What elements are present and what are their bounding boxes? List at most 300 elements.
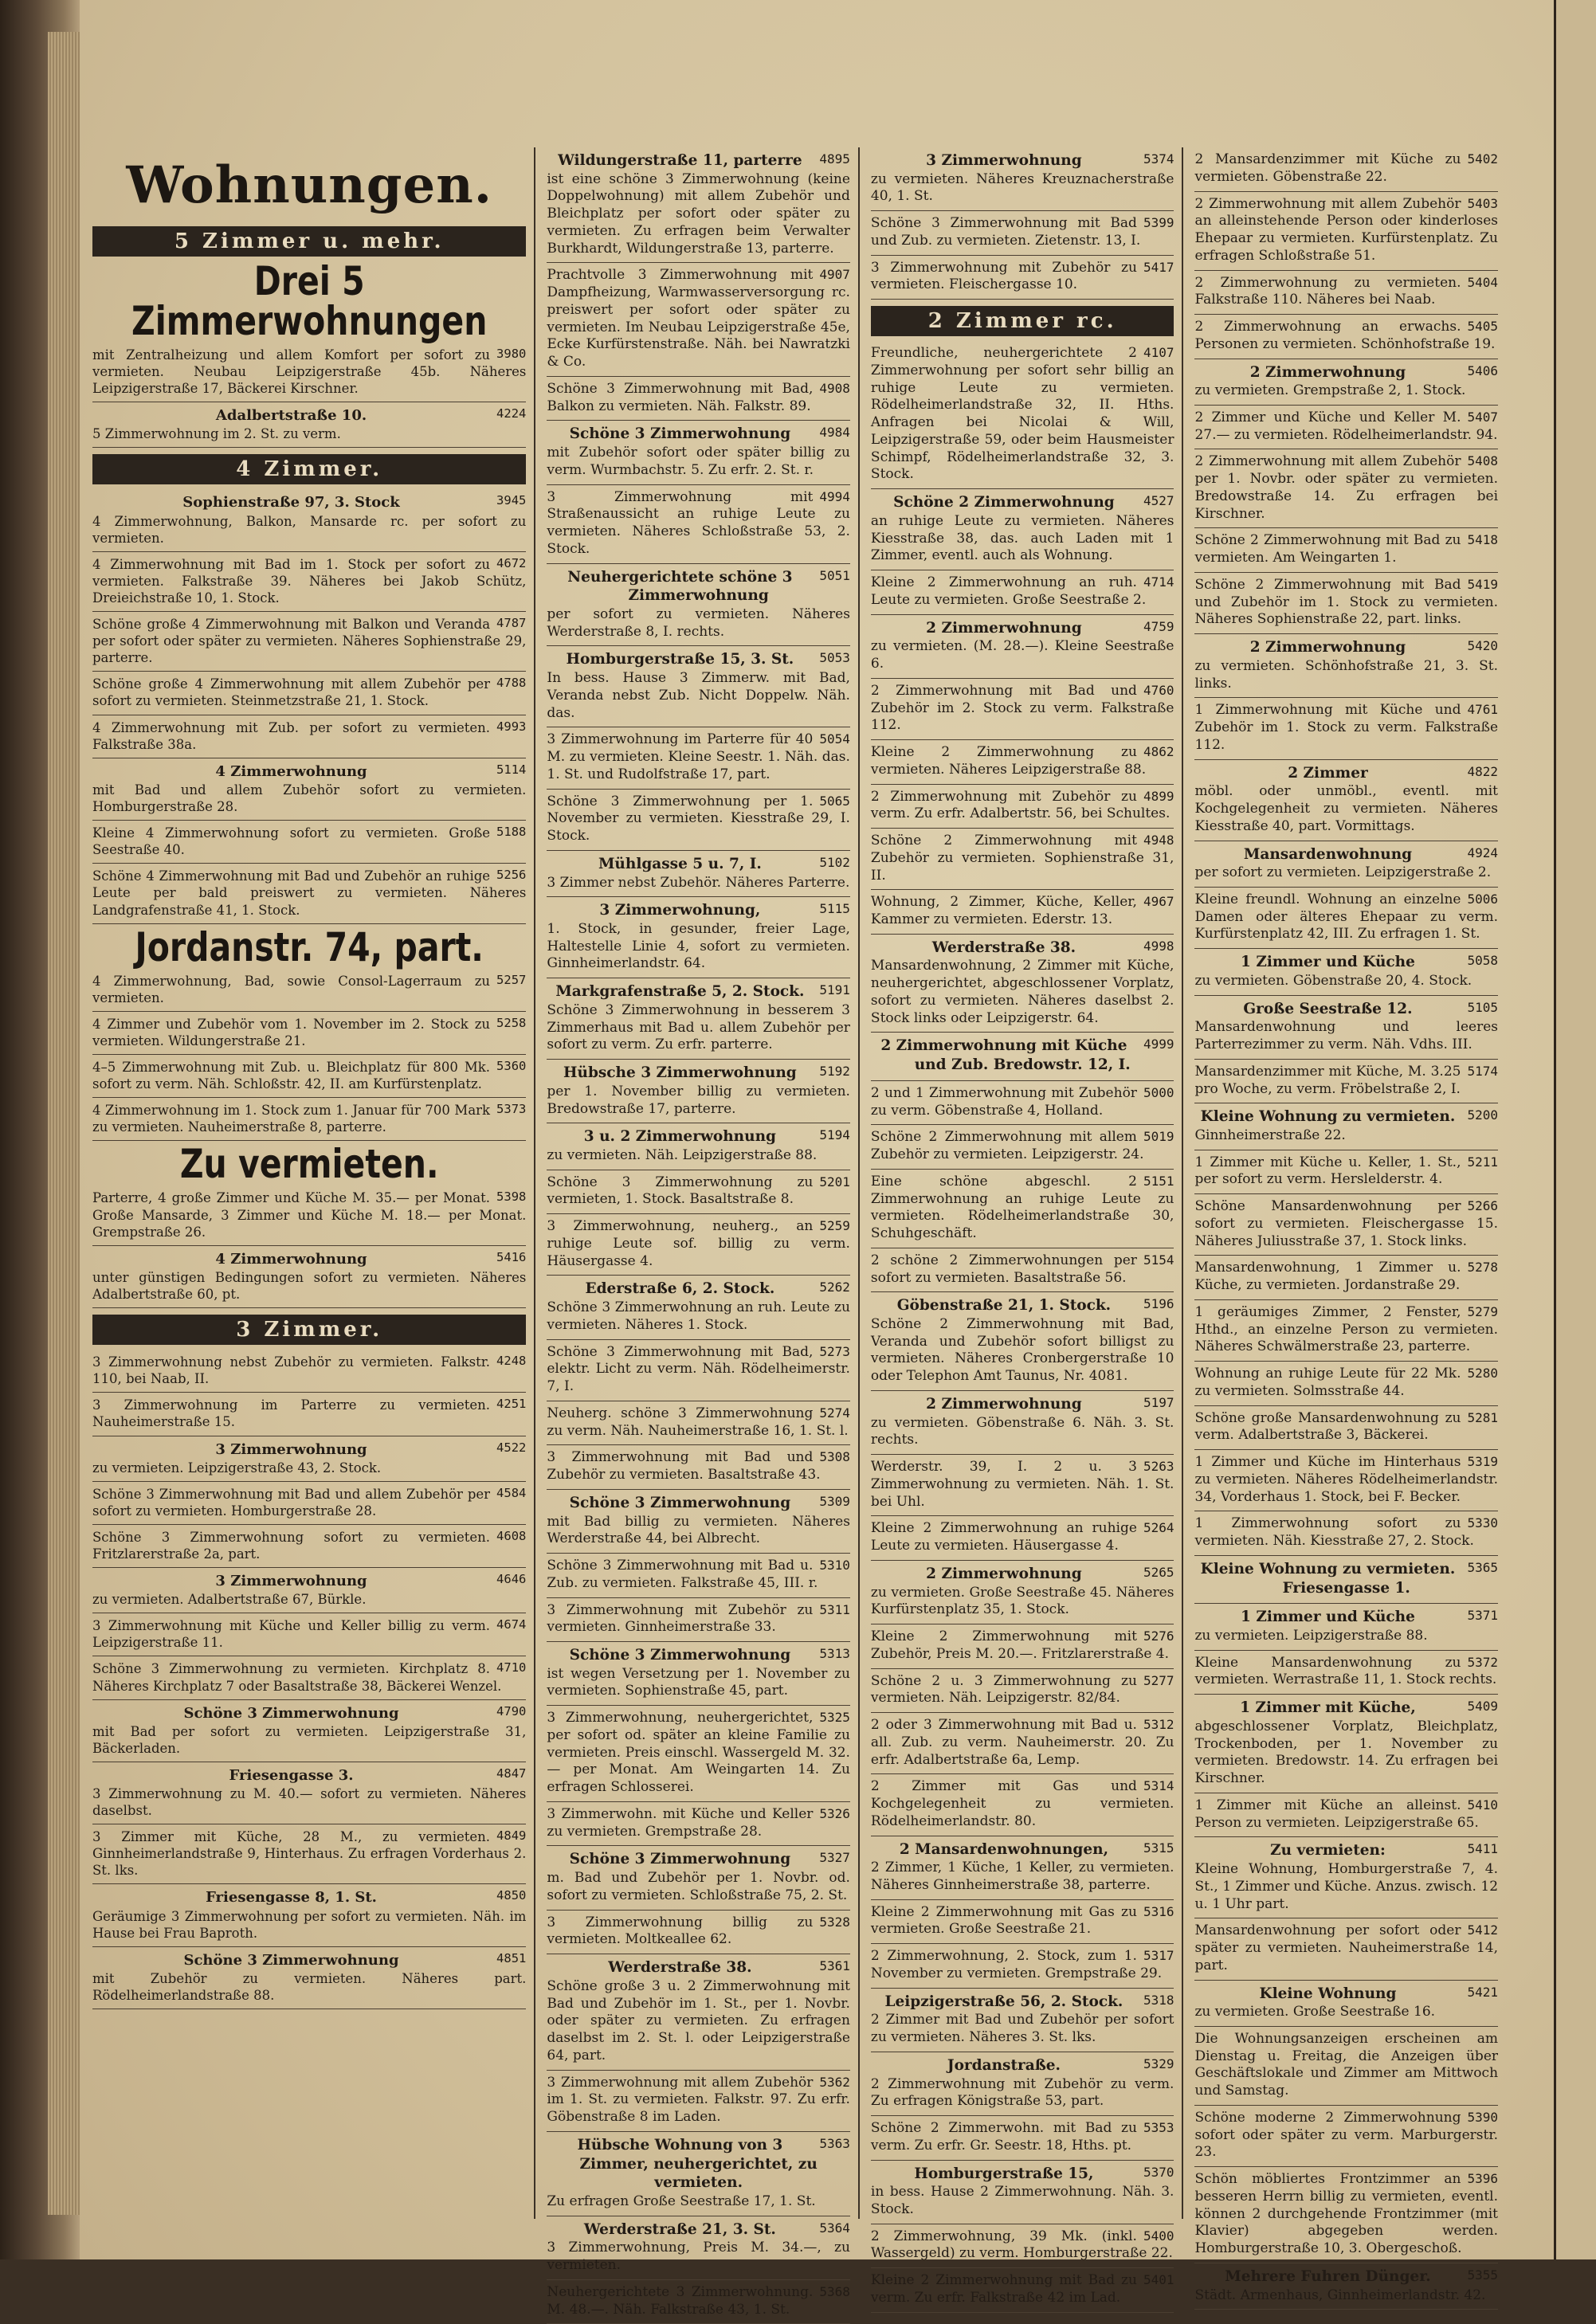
classified-ad bbox=[871, 1292, 1174, 1391]
classified-ad bbox=[92, 1824, 526, 1884]
classified-ad bbox=[547, 790, 850, 851]
ad-text: 3 Zimmerwohnung billig zu vermieten. Moltkeallee 62. bbox=[547, 1914, 814, 1948]
ad-number: 5409 bbox=[1467, 1699, 1499, 1715]
ad-number: 5197 bbox=[1143, 1394, 1174, 1410]
ad-text: ist eine schöne 3 Zimmerwohnung (keine Doppelwohnung) mit allem Zubehör und Bleichplatz per sofort oder später zu vermieten. Zu erfragen beim Verwalter Burkhardt, Wildungerstraße 13, parterre. bbox=[547, 170, 850, 257]
ad-text: mit Zentralheizung und allem Komfort per sofort zu vermieten. Neubau Leipzigerstraße 45b. Näheres Leipzigerstraße 17, Bäckerei Kirschner. bbox=[92, 347, 527, 397]
ad-number: 5266 bbox=[1467, 1198, 1499, 1214]
ad-text: Wohnung an ruhige Leute für 22 Mk. zu vermieten. Solmsstraße 44. bbox=[1194, 1366, 1461, 1399]
ad-text: zu vermieten. Leipzigerstraße 88. bbox=[1194, 1627, 1428, 1644]
ad-text: Kleine 2 Zimmerwohnung mit Zubehör, Preis M. 20.—. Fritzlarerstraße 4. bbox=[870, 1628, 1170, 1662]
ad-number: 4107 bbox=[1143, 345, 1174, 361]
ad-text: Kleine 4 Zimmerwohnung sofort zu vermieten. Große Seestraße 40. bbox=[92, 825, 491, 858]
classified-ad bbox=[871, 1900, 1174, 1945]
classified-ad bbox=[547, 1445, 850, 1490]
ad-heading: 2 Zimmerwohnung bbox=[1249, 363, 1406, 381]
ad-number: 4674 bbox=[496, 1617, 527, 1632]
ad-number: 4608 bbox=[496, 1528, 527, 1543]
ad-text: 3 Zimmerwohnung mit Zubehör zu vermieten. Ginnheimerstraße 33. bbox=[547, 1601, 814, 1636]
ad-number: 4790 bbox=[496, 1703, 527, 1719]
ad-text: 4 Zimmerwohnung mit Bad im 1. Stock per sofort zu vermieten. Falkstraße 39. Näheres bei Jakob Schütz, Dreieichstraße 10, 1. Stock. bbox=[92, 556, 527, 605]
ad-list bbox=[92, 489, 526, 923]
ad-number: 5370 bbox=[1143, 2164, 1174, 2180]
classified-ad bbox=[1194, 1406, 1498, 1451]
ad-text: 3 Zimmerwohnung, neuherg., an ruhige Leute sof. billig zu verm. Häusergasse 4. bbox=[547, 1218, 850, 1269]
ad-heading: 2 Zimmerwohnung bbox=[926, 1395, 1082, 1413]
ad-text: Schöne 3 Zimmerwohnung in besserem 3 Zimmerhaus mit Bad u. allem Zubehör per sofort zu verm. Zu erfr. parterre. bbox=[547, 1001, 850, 1053]
ad-number: 4999 bbox=[1143, 1037, 1174, 1052]
ad-number: 5420 bbox=[1467, 638, 1499, 654]
ad-number: 5361 bbox=[819, 1958, 850, 1974]
classified-ad bbox=[92, 758, 526, 821]
classified-ad bbox=[1194, 1256, 1498, 1300]
classified-ad bbox=[92, 864, 526, 923]
ad-text: 3 Zimmerwohnung, Preis M. 34.—, zu vermieten. bbox=[547, 2240, 850, 2274]
ad-text: 1 Zimmerwohnung mit Küche und Zubehör im 1. Stock zu verm. Falkstraße 112. bbox=[1194, 702, 1499, 753]
column-1 bbox=[88, 147, 535, 2219]
ad-list bbox=[92, 343, 526, 448]
ad-number: 5419 bbox=[1467, 576, 1499, 592]
ad-text: Geräumige 3 Zimmerwohnung per sofort zu vermieten. Näh. im Hause bei Frau Baproth. bbox=[92, 1908, 527, 1941]
classified-ad bbox=[1194, 841, 1498, 888]
ad-text: 4 Zimmer und Zubehör vom 1. November im 2. Stock zu vermieten. Wildungerstraße 21. bbox=[92, 1016, 491, 1048]
ad-number: 5006 bbox=[1467, 891, 1499, 907]
ad-text: Schöne 2 u. 3 Zimmerwohnung zu vermieten. Näh. Leipzigerstr. 82/84. bbox=[870, 1672, 1137, 1707]
ad-number: 5360 bbox=[496, 1059, 527, 1074]
classified-ad bbox=[1194, 2167, 1498, 2263]
ad-number: 5258 bbox=[496, 1015, 527, 1030]
ad-text: Schöne große Mansardenwohnung zu verm. Adalbertstraße 3, Bäckerei. bbox=[1194, 1409, 1461, 1444]
ad-text: 2 Zimmerwohnung mit Zubehör zu verm. Zu erfragen Königstraße 53, part. bbox=[870, 2075, 1174, 2110]
ad-text: 2 Mansardenzimmer mit Küche zu vermieten. Göbenstraße 22. bbox=[1194, 151, 1461, 185]
ad-number: 5355 bbox=[1467, 2267, 1499, 2283]
ad-text: 2 Zimmerwohnung mit Zubehör zu verm. Zu erfr. Adalbertstr. 56, bei Schultes. bbox=[870, 788, 1171, 822]
ad-text: Kleine 2 Zimmerwohnung zu vermieten. Näheres Leipzigerstraße 88. bbox=[870, 744, 1147, 778]
ad-heading: 4 Zimmerwohnung bbox=[215, 762, 367, 780]
classified-ad bbox=[871, 829, 1174, 890]
ad-number: 5192 bbox=[819, 1064, 850, 1080]
ad-text: Schöne 3 Zimmerwohnung sofort zu vermieten. Fritzlarerstraße 2a, part. bbox=[92, 1529, 491, 1562]
ad-heading: 3 Zimmerwohnung bbox=[926, 152, 1082, 169]
ad-heading: 3 Zimmerwohnung, bbox=[599, 902, 761, 919]
ad-number: 5326 bbox=[819, 1805, 850, 1821]
classified-ad bbox=[1194, 1793, 1498, 1838]
ad-text: Schöne 2 Zimmerwohn. mit Bad zu verm. Zu erfr. Gr. Seestr. 18, Hths. pt. bbox=[870, 2120, 1137, 2154]
ad-text: Schöne 2 Zimmerwohnung mit allem Zubehör zu vermieten. Leipzigerstr. 24. bbox=[870, 1129, 1144, 1163]
ad-text: Kleine 2 Zimmerwohnung mit Bad zu verm. Zu erfr. Falkstraße 42 im Lad. bbox=[870, 2272, 1137, 2306]
ad-text: 2 Zimmer mit Bad und Zubehör per sofort zu vermieten. Näheres 3. St. lks. bbox=[870, 2012, 1174, 2046]
ad-number: 5417 bbox=[1143, 259, 1174, 275]
ad-number: 5371 bbox=[1467, 1608, 1499, 1624]
ad-heading: Schöne 3 Zimmerwohnung bbox=[183, 1951, 399, 1969]
ad-text: 4–5 Zimmerwohnung mit Zub. u. Bleichplatz für 800 Mk. sofort zu verm. Näh. Schloßstr. 42, II. am Kurfürstenplatz. bbox=[92, 1060, 491, 1092]
classified-ad bbox=[92, 612, 526, 672]
ad-number: 4993 bbox=[496, 719, 527, 734]
ad-number: 5191 bbox=[819, 982, 850, 998]
ad-heading: Markgrafenstraße 5, 2. Stock. bbox=[555, 983, 805, 1001]
ad-number: 3945 bbox=[496, 493, 527, 508]
ad-heading: Leipzigerstraße 56, 2. Stock. bbox=[884, 1993, 1123, 2010]
ad-list bbox=[871, 147, 1174, 300]
ad-text: per 1. November billig zu vermieten. Bredowstraße 17, parterre. bbox=[547, 1083, 850, 1117]
ad-text: Freundliche, neuhergerichtete 2 Zimmerwohnung per sofort sehr billig an ruhige Leute zu vermieten. Rödelheimerlandstraße 32, II. Hths. Anfragen bei Nicolai & Will, Leipzigerstraße 59, oder beim Hausmeister Schimpf, Rödelheimerlandstraße 32, 3. Stock. bbox=[870, 345, 1174, 483]
classified-ad bbox=[1194, 1060, 1498, 1104]
ad-heading: Schöne 3 Zimmerwohnung bbox=[569, 1851, 791, 1868]
ad-text: Mansardenwohnung per sofort oder später zu vermieten. Nauheimerstraße 14, part. bbox=[1194, 1922, 1499, 1973]
classified-ad bbox=[547, 2216, 850, 2280]
ad-number: 4522 bbox=[496, 1440, 527, 1455]
classified-ad bbox=[547, 646, 850, 727]
classified-ad bbox=[547, 1276, 850, 1339]
ad-heading: 2 Zimmerwohnung mit Küche und Zub. Bredowstr. 12, I. bbox=[880, 1037, 1131, 1074]
ad-number: 5311 bbox=[819, 1601, 850, 1617]
classified-ad bbox=[871, 256, 1174, 300]
classified-ad bbox=[547, 1802, 850, 1847]
adjacent-page bbox=[1554, 0, 1596, 2259]
classified-ad bbox=[547, 1123, 850, 1170]
column-4 bbox=[1190, 147, 1506, 2303]
ad-text: 2 oder 3 Zimmerwohnung mit Bad u. all. Zub. zu verm. Nauheimerstr. 20. Zu erfr. Adalbertstraße 6a, Lemp. bbox=[870, 1717, 1174, 1768]
classified-ad bbox=[1194, 406, 1498, 450]
ad-number: 5211 bbox=[1467, 1154, 1499, 1170]
ad-number: 5281 bbox=[1467, 1409, 1499, 1425]
classified-ad bbox=[1194, 1981, 1498, 2027]
ad-number: 5402 bbox=[1467, 151, 1499, 167]
display-heading: Zu vermieten. bbox=[179, 1141, 439, 1188]
classified-ad bbox=[92, 1613, 526, 1656]
ad-number: 5314 bbox=[1143, 1778, 1174, 1794]
ad-text: m. Bad und Zubehör per 1. Novbr. od. sofort zu vermieten. Schloßstraße 75, 2. St. bbox=[547, 1870, 850, 1903]
ad-text: mit Bad und allem Zubehör sofort zu vermieten. Homburgerstraße 28. bbox=[92, 782, 527, 814]
classified-ad bbox=[92, 1186, 526, 1245]
ad-number: 5309 bbox=[819, 1493, 850, 1509]
ad-number: 5188 bbox=[496, 825, 527, 840]
display-heading: Drei 5 Zimmerwohnungen bbox=[131, 258, 488, 344]
ad-number: 5102 bbox=[819, 854, 850, 870]
ad-text: 3 Zimmerwohn. mit Küche und Keller zu vermieten. Grempstraße 28. bbox=[547, 1805, 814, 1840]
ad-number: 5051 bbox=[819, 567, 850, 583]
ad-number: 4761 bbox=[1467, 702, 1499, 718]
ad-number: 5407 bbox=[1467, 409, 1499, 425]
ad-text: Schöne 3 Zimmerwohnung zu vermieten, 1. Stock. Basaltstraße 8. bbox=[547, 1174, 814, 1208]
ad-text: 2 Zimmerwohnung, 39 Mk. (inkl. Wassergeld) zu verm. Homburgerstraße 22. bbox=[870, 2228, 1173, 2262]
ad-text: Schöne 3 Zimmerwohnung mit Bad und Zub. zu vermieten. Zietenstr. 13, I. bbox=[870, 215, 1141, 249]
ad-number: 5406 bbox=[1467, 363, 1499, 378]
ad-number: 4248 bbox=[496, 1354, 527, 1369]
ad-number: 5196 bbox=[1143, 1296, 1174, 1312]
ad-text: Schön möbliertes Frontzimmer an besseren Herrn billig zu vermieten, eventl. können 2 durchgehende Frontzimmer (mit Klavier) abgegeben werden. Homburgerstraße 10, 3. Obergeschoß. bbox=[1194, 2171, 1499, 2257]
ad-text: Schöne 3 Zimmerwohnung an ruh. Leute zu vermieten. Näheres 1. Stock. bbox=[547, 1299, 850, 1333]
ad-heading: Schöne 3 Zimmerwohnung bbox=[183, 1704, 399, 1722]
ad-text: 2 Zimmerwohnung zu vermieten. Falkstraße 110. Näheres bei Naab. bbox=[1194, 274, 1461, 308]
ad-number: 4850 bbox=[496, 1888, 527, 1903]
ad-number: 4908 bbox=[819, 380, 850, 396]
ad-number: 5421 bbox=[1467, 1984, 1499, 2000]
ad-number: 5401 bbox=[1143, 2272, 1174, 2288]
ad-text: Parterre, 4 große Zimmer und Küche M. 35.— per Monat. Große Mansarde, 3 Zimmer und Küche M. 18.— per Monat. Grempstraße 26. bbox=[92, 1190, 527, 1240]
ad-number: 5418 bbox=[1467, 532, 1499, 548]
classified-ad bbox=[547, 727, 850, 789]
classified-ad bbox=[92, 1246, 526, 1308]
ad-text: Kleine freundl. Wohnung an einzelne Damen oder älteres Ehepaar zu verm. Kurfürstenplatz 42, III. Zu erfragen 1. St. bbox=[1194, 891, 1499, 943]
classified-ad bbox=[871, 1391, 1174, 1455]
ad-text: zu vermieten. Große Seestraße 45. Näheres Kurfürstenplatz 35, 1. Stock. bbox=[870, 1584, 1174, 1618]
ad-heading: Werderstraße 38. bbox=[608, 1959, 752, 1977]
classified-ad bbox=[547, 2132, 850, 2216]
ad-heading: Mühlgasse 5 u. 7, I. bbox=[598, 855, 762, 872]
ad-number: 5398 bbox=[496, 1189, 527, 1205]
classified-ad bbox=[1194, 1918, 1498, 1980]
ad-number: 4251 bbox=[496, 1397, 527, 1412]
ad-text: Ginnheimerstraße 22. bbox=[1194, 1127, 1346, 1143]
ad-text: 4 Zimmerwohnung, Bad, sowie Consol-Lagerraum zu vermieten. bbox=[92, 973, 491, 1005]
ad-text: Schöne moderne 2 Zimmerwohnung sofort oder später zu verm. Marburgerstr. 23. bbox=[1194, 2109, 1499, 2161]
classified-ad bbox=[871, 489, 1174, 570]
ad-heading: 2 Mansardenwohnungen, bbox=[899, 1840, 1109, 1858]
ad-heading: Hübsche 3 Zimmerwohnung bbox=[563, 1064, 797, 1082]
ad-heading: Werderstraße 21, 3. St. bbox=[583, 2220, 776, 2238]
ad-number: 5174 bbox=[1467, 1063, 1499, 1079]
ad-number: 5259 bbox=[819, 1218, 850, 1234]
ad-number: 4849 bbox=[496, 1828, 527, 1844]
classified-ad bbox=[871, 1713, 1174, 1774]
ad-text: 1 geräumiges Zimmer, 2 Fenster, Hthd., an einzelne Person zu vermieten. Näheres Schwälmerstraße 23, parterre. bbox=[1194, 1303, 1499, 1355]
ad-number: 4788 bbox=[496, 676, 527, 691]
classified-ad bbox=[547, 1911, 850, 1955]
ad-text: 2 Zimmerwohnung an erwachs. Personen zu vermieten. Schönhofstraße 19. bbox=[1194, 319, 1496, 352]
classified-ad bbox=[871, 211, 1174, 256]
ad-text: Schöne 3 Zimmerwohnung per 1. November zu vermieten. Kiesstraße 29, I. Stock. bbox=[547, 793, 850, 845]
ad-heading: Große Seestraße 12. bbox=[1243, 1000, 1413, 1017]
ad-number: 5317 bbox=[1143, 1948, 1174, 1964]
ad-text: Neuhergerichtete 3 Zimmerwohnung. M. 48.—. Näh. Falkstraße 43, 1. St. bbox=[547, 2283, 814, 2318]
classified-ad bbox=[1194, 1651, 1498, 1695]
ad-heading: Hübsche Wohnung von 3 Zimmer, neuhergerichtet, zu vermieten. bbox=[577, 2136, 818, 2192]
ad-text: Mansardenzimmer mit Küche, M. 3.25 pro Woche, zu verm. Fröbelstraße 2, I. bbox=[1194, 1063, 1461, 1097]
ad-heading: 3 Zimmerwohnung bbox=[215, 1573, 367, 1590]
ad-text: möbl. oder unmöbl., eventl. mit Kochgelegenheit zu vermieten. Näheres Kiesstraße 40, part. Vormittags. bbox=[1194, 783, 1499, 834]
ad-text: Prachtvolle 3 Zimmerwohnung mit Dampfheizung, Warmwasserversorgung rc. preiswert per sofort oder später zu vermieten. Im Neubau Leipzigerstraße 45e, Ecke Kurfürstenstraße. Näh. bei Nawratzki & Co. bbox=[547, 267, 850, 370]
ad-number: 4998 bbox=[1143, 938, 1174, 954]
classified-ad bbox=[92, 1098, 526, 1141]
ad-text: Mansardenwohnung, 1 Zimmer u. Küche, zu vermieten. Jordanstraße 29. bbox=[1194, 1260, 1461, 1294]
classified-ad bbox=[871, 679, 1174, 740]
ad-text: mit Bad per sofort zu vermieten. Leipzigerstraße 31, Bäckerladen. bbox=[92, 1723, 527, 1756]
ad-heading: Ederstraße 6, 2. Stock. bbox=[585, 1280, 775, 1298]
ad-heading: Mansardenwohnung bbox=[1243, 845, 1413, 863]
ad-text: 3 Zimmerwohnung, neuhergerichtet, per sofort od. später an kleine Familie zu vermieten. Preis einschl. Wassergeld M. 32.— per Monat. Am Weingarten 14. Zu erfragen Schlosserei. bbox=[547, 1710, 850, 1796]
classified-ad bbox=[92, 1947, 526, 2009]
ad-text: 3 Zimmerwohnung mit Bad und Zubehör zu vermieten. Basaltstraße 43. bbox=[547, 1449, 821, 1483]
ad-number: 4714 bbox=[1143, 574, 1174, 590]
ad-number: 4759 bbox=[1143, 618, 1174, 634]
display-heading: Jordanstr. 74, part. bbox=[135, 923, 484, 970]
ad-number: 5316 bbox=[1143, 1903, 1174, 1919]
ad-text: Die Wohnungsanzeigen erscheinen am Dienstag u. Freitag, die Anzeigen über Geschäftslokale und Zimmer am Mittwoch und Samstag. bbox=[1194, 2030, 1499, 2099]
ad-text: 2 Zimmerwohnung mit allem Zubehör an alleinstehende Person oder kinderloses Ehepaar zu vermieten. Kurfürstenplatz. Zu erfragen Schloßstraße 51. bbox=[1194, 195, 1499, 264]
ad-number: 5273 bbox=[819, 1343, 850, 1359]
classified-ad bbox=[871, 570, 1174, 615]
classified-ad bbox=[92, 1525, 526, 1568]
ad-number: 5054 bbox=[819, 731, 850, 747]
classified-ad bbox=[1194, 1194, 1498, 1256]
ad-heading: 2 Zimmer bbox=[1288, 764, 1368, 782]
ad-heading: Schöne 3 Zimmerwohnung bbox=[569, 1647, 791, 1664]
ad-text: Mansardenwohnung und leeres Parterrezimmer zu verm. Näh. Vdhs. III. bbox=[1194, 1019, 1499, 1053]
classified-ad bbox=[547, 147, 850, 263]
classified-ad bbox=[547, 1170, 850, 1215]
classified-ad bbox=[871, 1624, 1174, 1669]
ad-text: Städt. Armenhaus, Ginnheimerlandstr. 42. bbox=[1194, 2287, 1486, 2303]
ad-text: 2 Zimmer und Küche und Keller M. 27.— zu vermieten. Rödelheimerlandstr. 94. bbox=[1194, 409, 1498, 443]
ad-heading: 2 Zimmerwohnung bbox=[1249, 639, 1406, 656]
ad-text: in bess. Hause 2 Zimmerwohnung. Näh. 3. Stock. bbox=[870, 2184, 1174, 2217]
classified-ad bbox=[547, 2071, 850, 2132]
ad-list bbox=[92, 969, 526, 1142]
ad-number: 5279 bbox=[1467, 1303, 1499, 1319]
ad-number: 5154 bbox=[1143, 1252, 1174, 1268]
ad-number: 5000 bbox=[1143, 1084, 1174, 1100]
classified-ad bbox=[1194, 760, 1498, 841]
classified-ad bbox=[547, 1401, 850, 1446]
ad-text: 2 Zimmer, 1 Küche, 1 Keller, zu vermieten. Näheres Ginnheimerstraße 38, parterre. bbox=[870, 1860, 1174, 1893]
column-3 bbox=[866, 147, 1184, 2306]
ad-text: Schöne 2 Zimmerwohnung mit Bad und Zubehör im 1. Stock zu vermieten. Näheres Sophienstraße 22, part. links. bbox=[1194, 576, 1499, 628]
ad-number: 5362 bbox=[819, 2074, 850, 2090]
ad-heading: Werderstraße 38. bbox=[931, 939, 1076, 956]
ad-number: 4584 bbox=[496, 1485, 527, 1500]
section-header: 5 Zimmer u. mehr. bbox=[92, 226, 526, 257]
ad-number: 5372 bbox=[1467, 1654, 1499, 1670]
ad-number: 4224 bbox=[496, 406, 527, 421]
ad-text: zu vermieten. Göbenstraße 20, 4. Stock. bbox=[1194, 972, 1472, 989]
classified-ad bbox=[1194, 1511, 1498, 1556]
classified-ad bbox=[547, 1490, 850, 1554]
classified-ad bbox=[547, 263, 850, 377]
ad-text: 1 Zimmer mit Küche an alleinst. Person zu vermieten. Leipzigerstraße 65. bbox=[1194, 1797, 1479, 1831]
ad-text: Zu erfragen Große Seestraße 17, 1. St. bbox=[547, 2193, 816, 2209]
ad-number: 5396 bbox=[1467, 2171, 1499, 2187]
ad-text: Schöne große 4 Zimmerwohnung mit allem Zubehör per sofort zu vermieten. Steinmetzstraße 21, 1. Stock. bbox=[92, 676, 491, 709]
classified-ad bbox=[547, 421, 850, 484]
classified-ad bbox=[871, 1561, 1174, 1624]
ad-number: 4948 bbox=[1143, 833, 1174, 848]
classified-ad bbox=[1194, 888, 1498, 949]
classified-ad bbox=[1194, 1556, 1498, 1604]
classified-ad bbox=[871, 2224, 1174, 2269]
ad-text: Schöne Mansardenwohnung per sofort zu vermieten. Fleischergasse 15. Näheres Juliusstraße 37, 1. Stock links. bbox=[1194, 1198, 1499, 1249]
classified-ad bbox=[1194, 1300, 1498, 1362]
ad-text: Schöne 4 Zimmerwohnung mit Bad und Zubehör an ruhige Leute per bald preiswert zu vermieten. Näheres Landgrafenstraße 41, 1. Stock. bbox=[92, 868, 527, 918]
ad-number: 5313 bbox=[819, 1646, 850, 1662]
ad-number: 5325 bbox=[819, 1710, 850, 1726]
ad-number: 5404 bbox=[1467, 274, 1499, 290]
ad-heading: Kleine Wohnung zu vermieten. Friesengasse 1. bbox=[1200, 1560, 1456, 1597]
ad-text: 2 Zimmerwohnung mit Bad und Zubehör im 2. Stock zu verm. Falkstraße 112. bbox=[870, 682, 1174, 734]
classified-ad bbox=[871, 615, 1174, 679]
classified-ad bbox=[871, 1836, 1174, 1900]
ad-text: Kleine Wohnung, Homburgerstraße 7, 4. St., 1 Zimmer und Küche. Anzus. zwisch. 12 u. 1 Uhr part. bbox=[1194, 1861, 1499, 1912]
ad-number: 5373 bbox=[496, 1102, 527, 1117]
ad-text: Kleine Mansardenwohnung zu vermieten. Werrastraße 11, 1. Stock rechts. bbox=[1194, 1654, 1497, 1688]
classified-ad bbox=[92, 1884, 526, 1946]
ad-text: abgeschlossener Vorplatz, Bleichplatz, Trockenboden, per 1. November zu vermieten. Bredowstr. 14. Zu erfragen bei Kirschner. bbox=[1194, 1718, 1499, 1787]
ad-number: 5194 bbox=[819, 1127, 850, 1143]
classified-ad bbox=[92, 1568, 526, 1613]
classified-ad bbox=[871, 2052, 1174, 2116]
ad-heading: 3 Zimmerwohnung bbox=[215, 1440, 367, 1458]
classified-ad bbox=[547, 1642, 850, 1706]
ad-text: Schöne 3 Zimmerwohnung mit Bad, Balkon zu vermieten. Näh. Falkstr. 89. bbox=[547, 380, 814, 414]
classified-ad bbox=[1194, 449, 1498, 528]
ad-heading: Schöne 3 Zimmerwohnung bbox=[569, 1494, 791, 1511]
classified-ad bbox=[92, 402, 526, 448]
ad-text: Kleine 2 Zimmerwohnung mit Gas zu vermieten. Große Seestraße 21. bbox=[870, 1903, 1137, 1938]
ad-number: 5411 bbox=[1467, 1841, 1499, 1857]
ad-text: 2 und 1 Zimmerwohnung mit Zubehör zu verm. Göbenstraße 4, Holland. bbox=[870, 1084, 1137, 1119]
classified-ad bbox=[871, 1774, 1174, 1836]
classified-ad bbox=[871, 935, 1174, 1033]
ad-number: 5416 bbox=[496, 1249, 527, 1264]
ad-number: 5310 bbox=[819, 1558, 850, 1574]
ad-number: 5105 bbox=[1467, 999, 1499, 1015]
classified-ad bbox=[1194, 192, 1498, 271]
ad-number: 5278 bbox=[1467, 1260, 1499, 1276]
ad-heading: 1 Zimmer und Küche bbox=[1241, 1609, 1415, 1626]
ad-number: 5200 bbox=[1467, 1107, 1499, 1123]
ad-number: 5319 bbox=[1467, 1454, 1499, 1470]
ad-heading: 1 Zimmer mit Küche, bbox=[1240, 1699, 1416, 1717]
classified-ad bbox=[871, 1455, 1174, 1516]
classified-ad bbox=[92, 552, 526, 612]
classified-ad bbox=[92, 1393, 526, 1436]
classified-ad bbox=[1194, 315, 1498, 359]
classified-ad bbox=[92, 343, 526, 402]
classified-ad bbox=[1194, 634, 1498, 698]
ad-text: Wohnung, 2 Zimmer, Küche, Keller, Kammer zu vermieten. Ederstr. 13. bbox=[870, 894, 1137, 928]
ad-heading: Homburgerstraße 15, bbox=[914, 2165, 1094, 2182]
ad-number: 5277 bbox=[1143, 1672, 1174, 1688]
ad-text: 5 Zimmerwohnung im 2. St. zu verm. bbox=[92, 426, 341, 442]
classified-ad bbox=[547, 485, 850, 564]
ad-text: Eine schöne abgeschl. 2 Zimmerwohnung an ruhige Leute zu vermieten. Rödelheimerlandstraße 30, Schuhgeschäft. bbox=[870, 1173, 1174, 1242]
ad-heading: Friesengasse 3. bbox=[229, 1766, 354, 1784]
ad-text: zu vermieten. Näh. Leipzigerstraße 88. bbox=[547, 1146, 818, 1163]
ad-text: 3 Zimmerwohnung mit Zubehör zu vermieten. Fleischergasse 10. bbox=[870, 259, 1137, 293]
ad-text: 3 Zimmerwohnung zu M. 40.— sofort zu vermieten. Näheres daselbst. bbox=[92, 1785, 527, 1819]
ad-heading: Sophienstraße 97, 3. Stock bbox=[182, 494, 400, 511]
columns bbox=[88, 147, 1506, 2318]
column-2 bbox=[542, 147, 860, 2318]
classified-ad bbox=[871, 1033, 1174, 1080]
ad-text: zu vermieten. Schönhofstraße 21, 3. St. links. bbox=[1194, 657, 1499, 692]
ad-number: 4646 bbox=[496, 1572, 527, 1587]
classified-ad bbox=[871, 2268, 1174, 2313]
classified-ad bbox=[547, 851, 850, 897]
classified-ad bbox=[871, 341, 1174, 489]
ad-text: zu vermieten. Grempstraße 2, 1. Stock. bbox=[1194, 382, 1466, 399]
ad-text: 3 Zimmerwohnung im Parterre zu vermieten. Nauheimerstraße 15. bbox=[92, 1397, 491, 1430]
ad-text: 2 Zimmer mit Gas und Kochgelegenheit zu vermieten. Rödelheimerlandstr. 80. bbox=[870, 1778, 1174, 1829]
ad-number: 4527 bbox=[1143, 493, 1174, 509]
classified-ad bbox=[547, 2280, 850, 2324]
ad-text: mit Bad billig zu vermieten. Näheres Werderstraße 44, bei Albrecht. bbox=[547, 1513, 850, 1547]
classified-ad bbox=[871, 1989, 1174, 2052]
classified-ad bbox=[92, 1656, 526, 1699]
ad-text: zu vermieten. Näheres Kreuznacherstraße 40, 1. St. bbox=[870, 170, 1174, 205]
ad-list bbox=[547, 147, 850, 2324]
ad-text: 3 Zimmerwohnung mit allem Zubehör im 1. St. zu vermieten. Falkstr. 97. Zu erfr. Göbenstraße 8 im Laden. bbox=[547, 2074, 850, 2126]
